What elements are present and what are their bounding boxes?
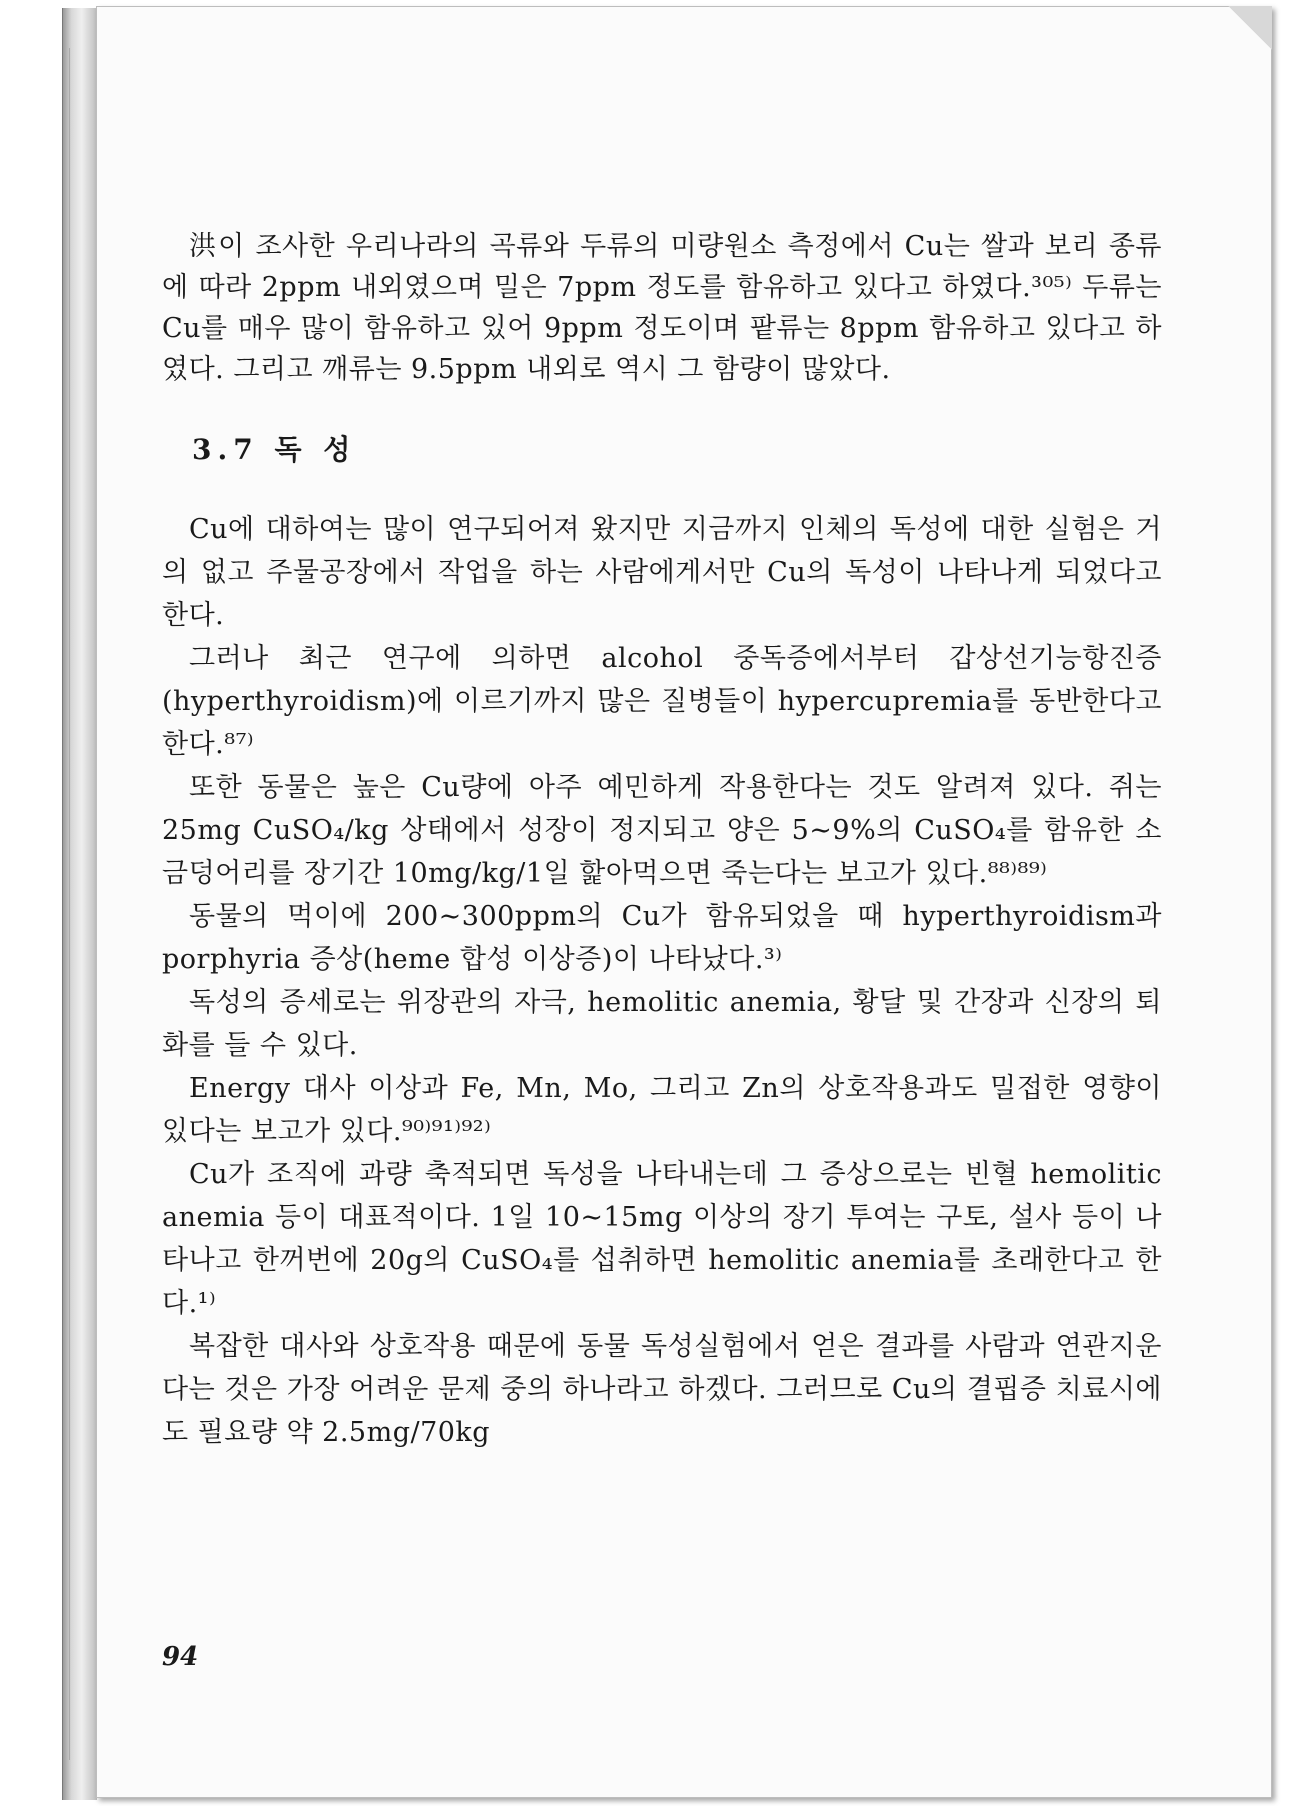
paragraph-interactions: Energy 대사 이상과 Fe, Mn, Mo, 그리고 Zn의 상호작용과도 밀접한 영향이 있다는 보고가 있다.⁹⁰⁾⁹¹⁾⁹²⁾ bbox=[162, 1073, 1162, 1147]
paragraph-conclusion: 복잡한 대사와 상호작용 때문에 동물 독성실험에서 얻은 결과를 사람과 연관지운다는 것은 가장 어려운 문제 중의 하나라고 하겠다. 그러므로 Cu의 결핍증 치료시에도 필요량 약 2.5mg/70kg bbox=[162, 1331, 1162, 1448]
section-heading-toxicity: 3.7 독 성 bbox=[192, 433, 357, 466]
paragraph-symptoms: 독성의 증세로는 위장관의 자극, hemolitic anemia, 황달 및 간장과 신장의 퇴화를 들 수 있다. bbox=[162, 987, 1162, 1061]
paragraph-animal-sensitivity: 또한 동물은 높은 Cu량에 아주 예민하게 작용한다는 것도 알려져 있다. 쥐는 25mg CuSO₄/kg 상태에서 성장이 정지되고 양은 5∼9%의 CuSO₄를 함유한 소금덩어리를 장기간 10mg/kg/1일 핥아먹으면 죽는다는 보고가 있다.⁸⁸⁾⁸⁹⁾ bbox=[162, 772, 1162, 889]
paragraph-grain-legume-cu: 洪이 조사한 우리나라의 곡류와 두류의 미량원소 측정에서 Cu는 쌀과 보리 종류에 따라 2ppm 내외였으며 밀은 7ppm 정도를 함유하고 있다고 하였다.³⁰⁵⁾ 두류는 Cu를 매우 많이 함유하고 있어 9ppm 정도이며 팥류는 8ppm 함유하고 있다고 하였다. 그리고 깨류는 9.5ppm 내외로 역시 그 함량이 많았다. bbox=[162, 231, 1162, 385]
paragraph-feed-toxicity: 동물의 먹이에 200∼300ppm의 Cu가 함유되었을 때 hyperthyroidism과 porphyria 증상(heme 합성 이상증)이 나타났다.³⁾ bbox=[162, 901, 1162, 975]
page-corner-fold bbox=[1228, 6, 1272, 50]
spine-edge-line bbox=[69, 48, 70, 1760]
paragraph-accumulation: Cu가 조직에 과량 축적되면 독성을 나타내는데 그 증상으로는 빈혈 hemolitic anemia 등이 대표적이다. 1일 10∼15mg 이상의 장기 투여는 구토, 설사 등이 나타나고 한꺼번에 20g의 CuSO₄를 섭취하면 hemolitic anemia를 초래한다고 한다.¹⁾ bbox=[162, 1159, 1162, 1319]
book-spine bbox=[62, 8, 97, 1800]
page-number: 94 bbox=[162, 1642, 199, 1672]
body-text-area bbox=[162, 226, 1162, 1454]
paragraph-hypercupremia: 그러나 최근 연구에 의하면 alcohol 중독증에서부터 갑상선기능항진증(hyperthyroidism)에 이르기까지 많은 질병들이 hypercupremia를 동반한다고 한다.⁸⁷⁾ bbox=[162, 643, 1162, 760]
paragraph-human-toxicity: Cu에 대하여는 많이 연구되어져 왔지만 지금까지 인체의 독성에 대한 실험은 거의 없고 주물공장에서 작업을 하는 사람에게서만 Cu의 독성이 나타나게 되었다고 한다. bbox=[162, 514, 1162, 631]
